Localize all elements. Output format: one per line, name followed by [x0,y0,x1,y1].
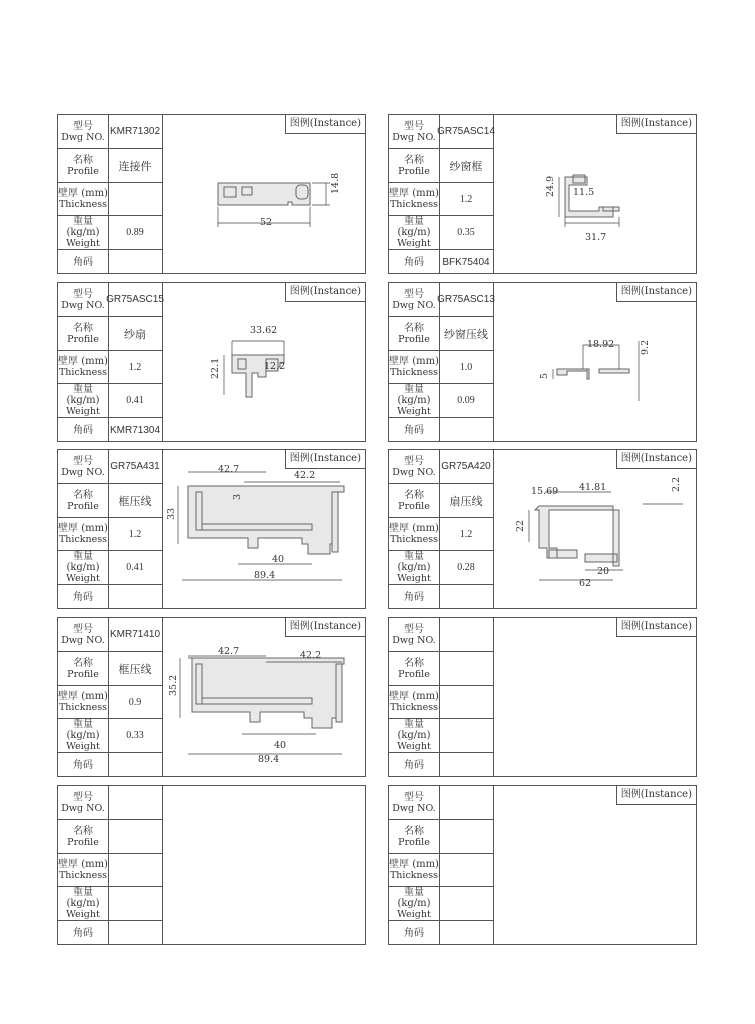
dwg-no-value [108,786,162,820]
instance-legend: 图例(Instance) [616,283,696,302]
profile-value: 框压线 [108,652,162,686]
weight-value: 0.09 [439,384,493,418]
corner-code-label: 角码 [73,425,93,436]
weight-value: 0.35 [439,216,493,250]
dwg-no-label [389,618,439,652]
instance-legend: 图例(Instance) [616,450,696,469]
profile-drawing [162,283,365,441]
label-column [58,618,109,776]
label-en: Thickness [389,199,439,210]
weight-label [58,887,108,921]
dimension-label: 41.81 [579,482,607,493]
profile-label [389,484,439,518]
weight-value [439,887,493,921]
thickness-value: 1.0 [439,351,493,384]
label-en: Dwg NO. [61,634,105,646]
label-cn: 壁厚 (mm) [58,859,108,870]
thickness-label [58,351,108,384]
thickness-label [58,854,108,887]
label-cn: 重量 (kg/m) [66,887,100,909]
profile-label [389,652,439,686]
dimension-label: 42.7 [218,464,240,475]
dimension-label: 18.92 [587,339,615,350]
value-column [439,450,494,608]
profile-label [58,652,108,686]
label-en: Thickness [58,534,108,545]
label-en: Thickness [389,367,439,378]
profile-label [58,484,108,518]
value-column [439,283,494,441]
dwg-no-label [58,115,108,149]
weight-value [108,887,162,921]
label-cn: 型号 [73,623,93,635]
label-en: Profile [398,500,430,512]
label-cn: 壁厚 (mm) [389,188,439,199]
dwg-no-label [389,450,439,484]
label-cn: 重量 (kg/m) [66,384,100,406]
dwg-no-label [58,786,108,820]
profile-label [389,820,439,854]
label-cn: 型号 [404,455,424,467]
corner-code-label: 角码 [404,257,424,268]
value-column [439,115,494,273]
profile-drawing [162,450,365,608]
weight-value [439,719,493,753]
spec-card [388,449,697,609]
dimension-label: 33 [166,507,177,520]
label-cn: 壁厚 (mm) [58,523,108,534]
label-cn: 名称 [404,489,424,501]
spec-card [57,449,366,609]
label-en: Profile [398,668,430,680]
profile-value [108,820,162,854]
label-cn: 型号 [73,455,93,467]
label-en: Weight [397,573,431,584]
dwg-no-value: GR75ASC15 [108,283,162,317]
dwg-no-value: GR75ASC14 [439,115,493,149]
dimension-label: 22.1 [210,357,221,379]
value-column [108,618,163,776]
profile-value [439,652,493,686]
label-en: Dwg NO. [392,802,436,814]
label-en: Weight [397,741,431,752]
thickness-label [389,686,439,719]
thickness-value [439,686,493,719]
dimension-label: 31.7 [585,232,607,243]
profile-svg [162,618,365,776]
label-en: Weight [397,909,431,920]
profile-value [439,820,493,854]
dimension-label: 15.69 [531,486,559,497]
label-en: Profile [67,836,99,848]
label-en: Dwg NO. [392,466,436,478]
profile-label [58,149,108,183]
profile-section [296,185,308,199]
label-column [389,115,440,273]
label-en: Dwg NO. [61,802,105,814]
dimension-label: 40 [274,740,287,751]
dwg-no-label [58,450,108,484]
label-en: Profile [67,668,99,680]
profile-section [188,486,344,554]
instance-legend: 图例(Instance) [616,618,696,637]
profile-value: 框压线 [108,484,162,518]
weight-value: 0.89 [108,216,162,250]
weight-value: 0.28 [439,551,493,585]
dimension-label: 9.2 [640,339,651,355]
thickness-label [389,518,439,551]
label-cn: 名称 [404,825,424,837]
profile-value: 纱扇 [108,317,162,351]
profile-value: 纱窗压线 [439,317,493,351]
corner-code-value [439,921,493,946]
profile-value: 纱窗框 [439,149,493,183]
label-en: Weight [66,573,100,584]
dimension-label: 33.62 [250,325,278,336]
profile-label [389,149,439,183]
instance-legend: 图例(Instance) [616,786,696,805]
spec-card [57,617,366,777]
profile-label [58,317,108,351]
label-en: Dwg NO. [61,466,105,478]
corner-code-value [439,753,493,778]
instance-legend: 图例(Instance) [285,115,365,134]
label-column [58,283,109,441]
label-cn: 重量 (kg/m) [397,384,431,406]
dimension-label: 22 [515,519,526,532]
profile-drawing [493,786,696,944]
dwg-no-value: KMR71302 [108,115,162,149]
thickness-label [389,351,439,384]
dimension-label: 35.2 [168,674,179,696]
label-en: Weight [397,406,431,417]
value-column [108,450,163,608]
corner-code-value: KMR71304 [109,425,161,436]
label-en: Weight [397,238,431,249]
spec-card [388,785,697,945]
thickness-value [439,854,493,887]
label-cn: 型号 [73,791,93,803]
dimension-label: 40 [272,554,285,565]
corner-code-label: 角码 [73,257,93,268]
profile-value: 扇压线 [439,484,493,518]
label-en: Thickness [58,367,108,378]
thickness-value [108,183,162,216]
label-en: Thickness [389,534,439,545]
spec-card [57,785,366,945]
dwg-no-value: GR75A431 [108,450,162,484]
label-column [58,115,109,273]
profile-drawing [493,450,696,608]
weight-label [389,551,439,585]
label-en: Profile [67,333,99,345]
profile-section [557,369,629,379]
label-cn: 名称 [73,657,93,669]
label-cn: 名称 [73,489,93,501]
label-cn: 名称 [404,322,424,334]
thickness-label [58,183,108,216]
label-column [389,786,440,944]
thickness-label [389,854,439,887]
profile-section [188,658,344,728]
label-cn: 型号 [73,120,93,132]
thickness-value [108,854,162,887]
weight-label [389,384,439,418]
value-column [439,618,494,776]
value-column [108,115,163,273]
label-cn: 壁厚 (mm) [389,356,439,367]
dwg-no-value [439,786,493,820]
label-cn: 型号 [73,288,93,300]
label-cn: 型号 [404,623,424,635]
corner-code-value [108,250,162,275]
profile-svg [493,786,696,944]
weight-label [389,887,439,921]
profile-drawing [162,115,365,273]
dwg-no-label [58,618,108,652]
label-column [389,283,440,441]
label-en: Weight [66,741,100,752]
thickness-label [58,686,108,719]
corner-code-label: 角码 [73,592,93,603]
weight-label [58,216,108,250]
corner-code-value [439,585,493,610]
thickness-value: 1.2 [439,183,493,216]
dimension-label: 24.9 [545,175,556,197]
dimension-label: 2.2 [671,476,682,492]
label-cn: 壁厚 (mm) [389,859,439,870]
dimension-label: 14.8 [330,172,341,194]
label-cn: 壁厚 (mm) [389,691,439,702]
label-cn: 名称 [73,322,93,334]
profile-drawing [493,618,696,776]
label-en: Thickness [58,702,108,713]
value-column [108,786,163,944]
thickness-value: 1.2 [439,518,493,551]
label-en: Weight [66,238,100,249]
label-cn: 壁厚 (mm) [58,691,108,702]
weight-label [58,551,108,585]
label-en: Dwg NO. [61,131,105,143]
weight-label [58,719,108,753]
thickness-value: 0.9 [108,686,162,719]
weight-label [389,216,439,250]
dimension-label: 11.5 [573,187,595,198]
thickness-label [389,183,439,216]
label-cn: 型号 [404,288,424,300]
value-column [108,283,163,441]
label-en: Profile [67,165,99,177]
dimension-label: 42.2 [294,470,316,481]
label-en: Profile [398,165,430,177]
label-en: Dwg NO. [392,299,436,311]
weight-label [389,719,439,753]
profile-svg [162,283,365,441]
dimension-label: 89.4 [254,570,276,581]
dwg-no-label [389,283,439,317]
label-en: Dwg NO. [61,299,105,311]
label-en: Profile [67,500,99,512]
dimension-label: 12.2 [264,361,286,372]
dwg-no-label [58,283,108,317]
corner-code-value [108,753,162,778]
label-column [389,618,440,776]
corner-code-value [108,921,162,946]
profile-label [58,820,108,854]
label-cn: 名称 [404,657,424,669]
label-en: Thickness [389,870,439,881]
corner-code-label: 角码 [73,760,93,771]
label-en: Dwg NO. [392,131,436,143]
dimension-label: 5 [539,372,550,379]
corner-code-value: BFK75404 [442,257,490,268]
label-cn: 型号 [404,791,424,803]
spec-card [388,282,697,442]
profile-svg [493,450,696,608]
label-cn: 壁厚 (mm) [58,188,108,199]
label-en: Thickness [58,199,108,210]
label-cn: 重量 (kg/m) [397,887,431,909]
dwg-no-value: GR75ASC13 [439,283,493,317]
value-column [439,786,494,944]
dimension-label: 62 [579,578,592,589]
profile-drawing [493,283,696,441]
label-column [58,450,109,608]
label-en: Weight [66,406,100,417]
weight-label [58,384,108,418]
thickness-value: 1.2 [108,518,162,551]
label-en: Profile [398,836,430,848]
dimension-label: 42.2 [300,650,322,661]
corner-code-label: 角码 [73,928,93,939]
spec-card [57,282,366,442]
weight-value: 0.41 [108,384,162,418]
spec-card [57,114,366,274]
label-cn: 重量 (kg/m) [397,551,431,573]
profile-section [535,506,619,566]
label-cn: 壁厚 (mm) [389,523,439,534]
label-en: Profile [398,333,430,345]
profile-svg [493,618,696,776]
label-column [58,786,109,944]
profile-drawing [162,618,365,776]
label-cn: 型号 [404,120,424,132]
label-en: Thickness [58,870,108,881]
label-en: Thickness [389,702,439,713]
label-cn: 名称 [73,154,93,166]
label-cn: 名称 [73,825,93,837]
dimension-label: 42.7 [218,646,240,657]
profile-svg [493,283,696,441]
dimension-label: 89.4 [258,754,280,765]
dwg-no-value: GR75A420 [439,450,493,484]
label-cn: 重量 (kg/m) [66,719,100,741]
dwg-no-label [389,786,439,820]
instance-legend: 图例(Instance) [285,450,365,469]
corner-code-value [108,585,162,610]
profile-svg [162,450,365,608]
thickness-value: 1.2 [108,351,162,384]
corner-code-value [439,418,493,443]
dwg-no-value [439,618,493,652]
label-cn: 重量 (kg/m) [66,551,100,573]
label-cn: 重量 (kg/m) [397,719,431,741]
profile-value: 连接件 [108,149,162,183]
label-en: Weight [66,909,100,920]
label-cn: 重量 (kg/m) [397,216,431,238]
label-cn: 重量 (kg/m) [66,216,100,238]
instance-legend: 图例(Instance) [285,618,365,637]
corner-code-label: 角码 [404,760,424,771]
thickness-label [58,518,108,551]
dwg-no-value: KMR71410 [108,618,162,652]
profile-svg [493,115,696,273]
dimension-label: 3 [232,493,243,500]
profile-drawing [493,115,696,273]
dwg-no-label [389,115,439,149]
instance-legend: 图例(Instance) [285,283,365,302]
dimension-label: 52 [260,217,273,228]
corner-code-label: 角码 [404,425,424,436]
spec-card [388,617,697,777]
instance-legend: 图例(Instance) [616,115,696,134]
profile-label [389,317,439,351]
dimension-label: 20 [597,566,610,577]
profile-drawing [162,786,365,944]
label-column [389,450,440,608]
weight-value: 0.41 [108,551,162,585]
corner-code-label: 角码 [404,592,424,603]
corner-code-label: 角码 [404,928,424,939]
profile-svg [162,115,365,273]
weight-value: 0.33 [108,719,162,753]
label-en: Dwg NO. [392,634,436,646]
label-cn: 壁厚 (mm) [58,356,108,367]
label-cn: 名称 [404,154,424,166]
profile-svg [162,786,365,944]
spec-card [388,114,697,274]
